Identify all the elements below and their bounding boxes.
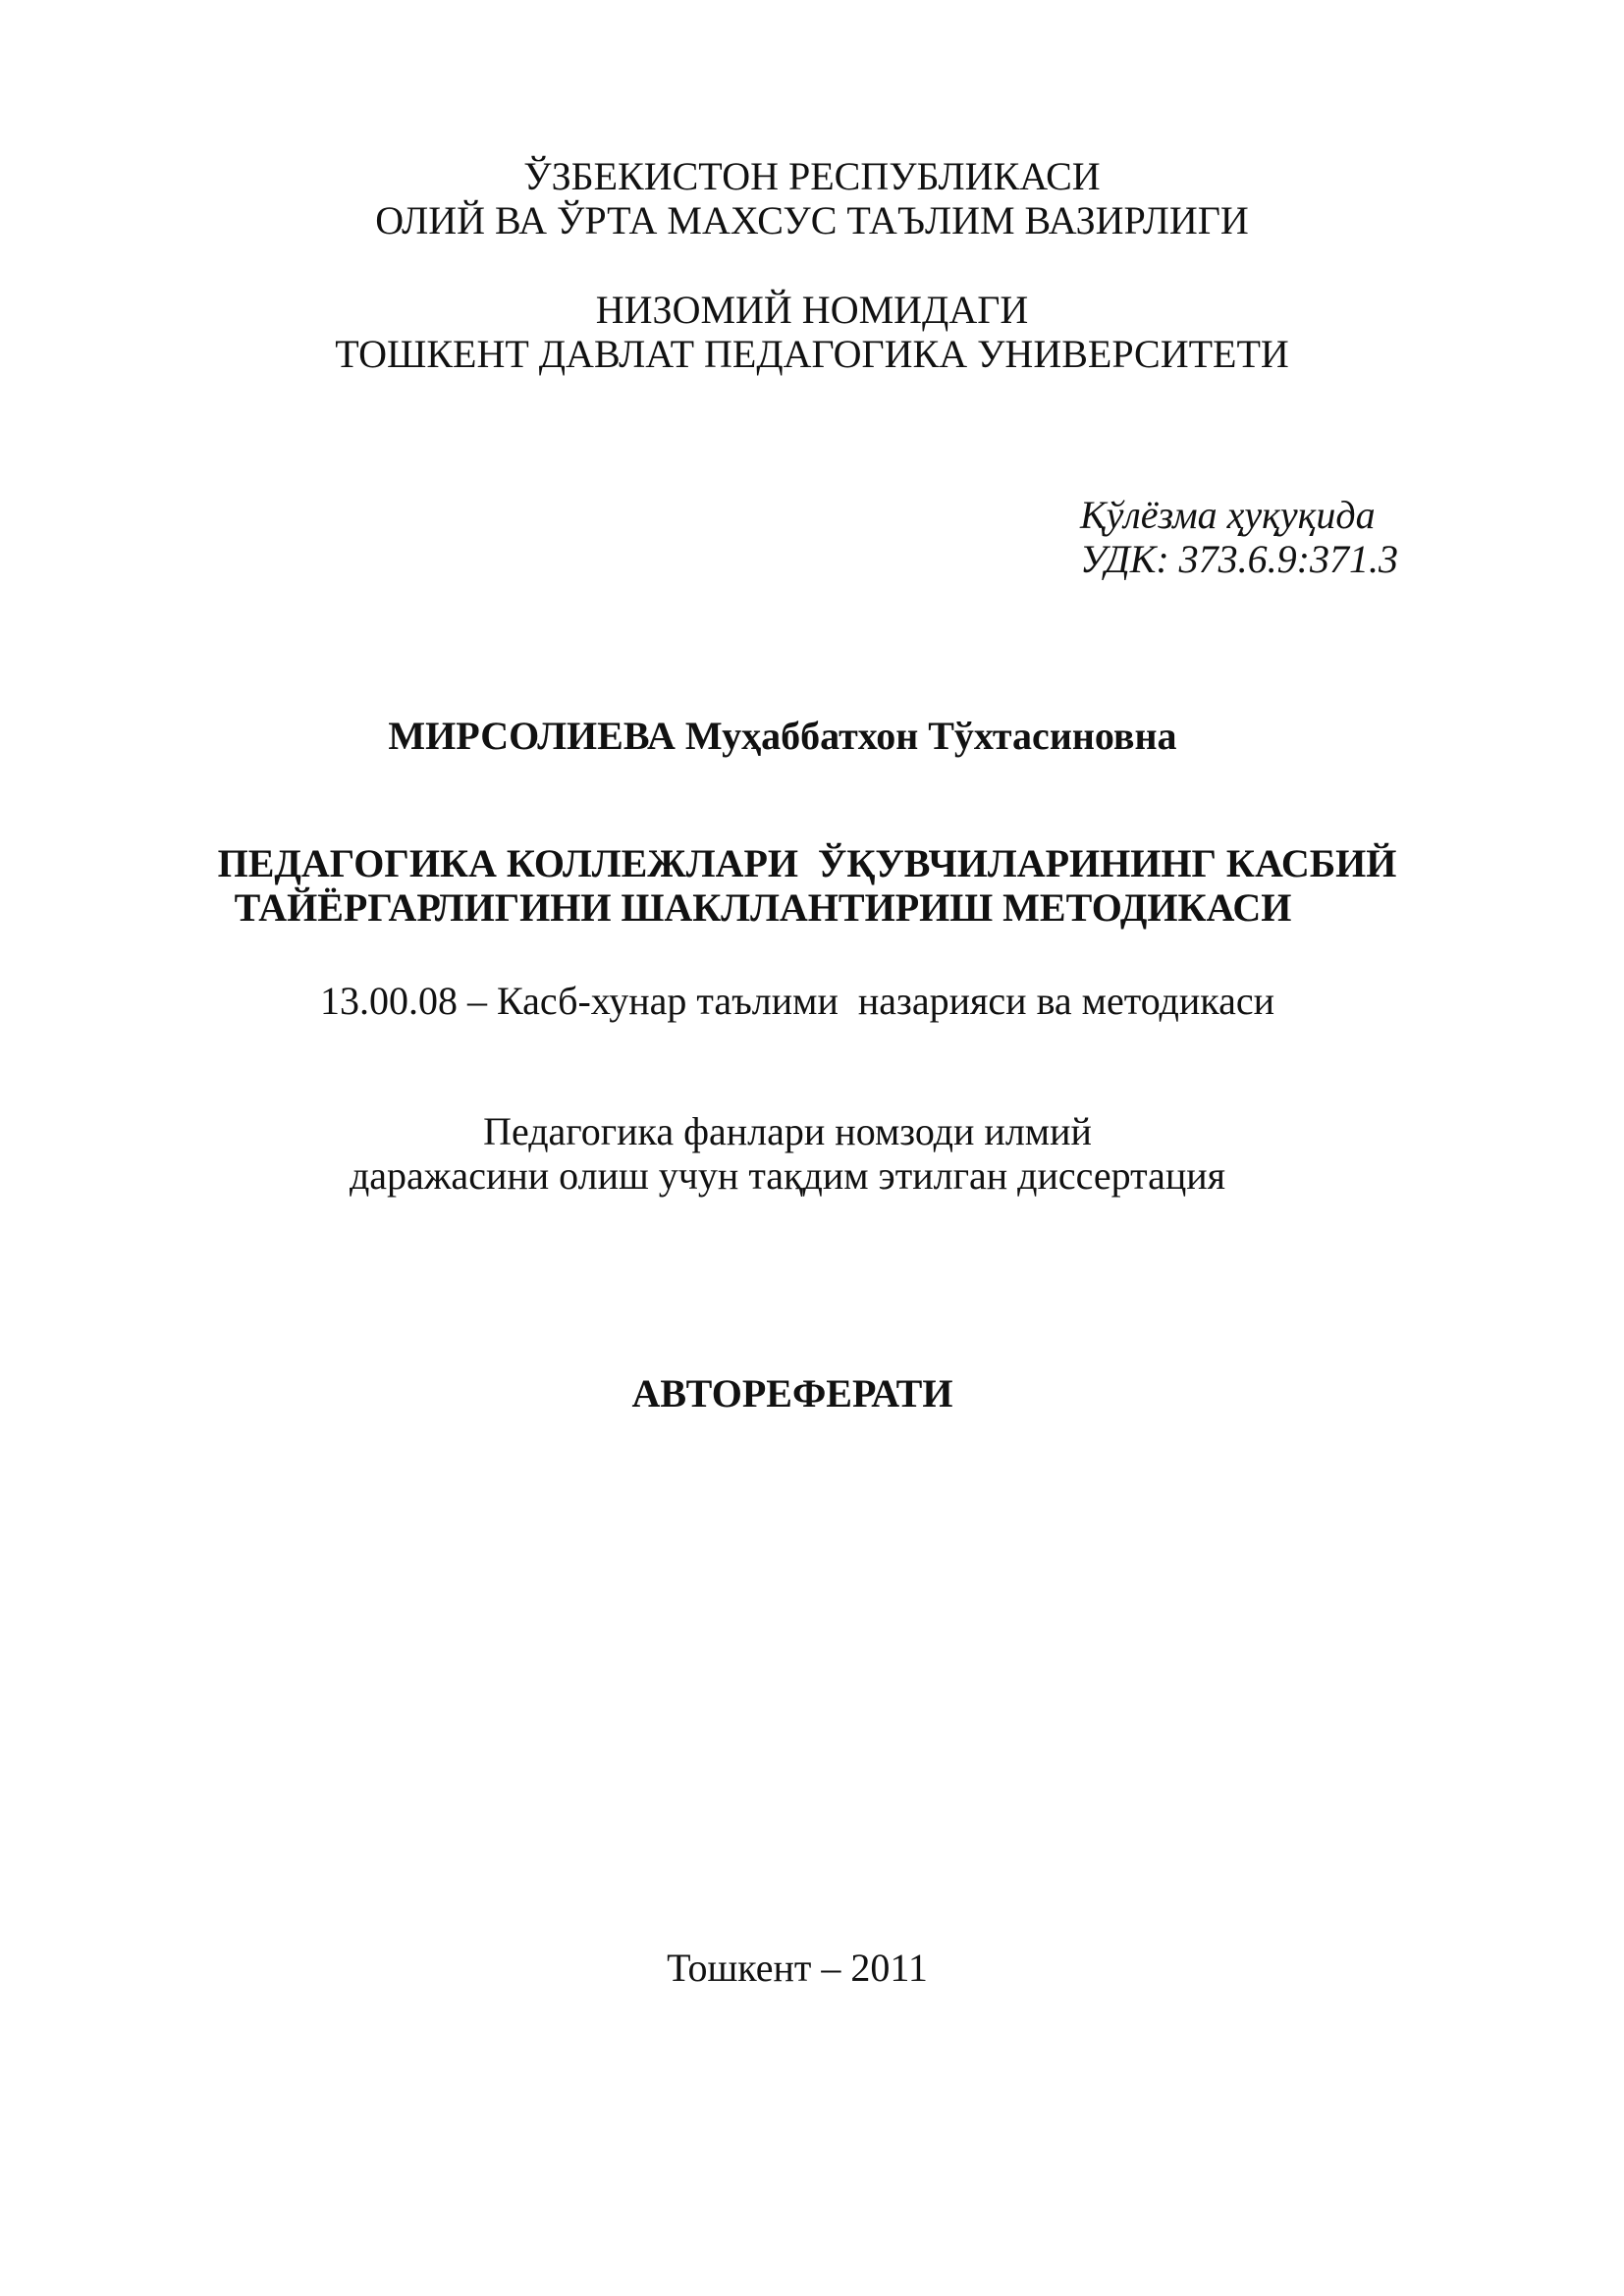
specialty-code: 13.00.08 – Касб-хунар таълими назарияси ва методикаси (319, 979, 1275, 1023)
manuscript-rights-label: Қўлёзма ҳуқуқида (1080, 493, 1376, 537)
author-surname: МИРСОЛИЕВА (388, 714, 676, 758)
named-after-heading: НИЗОМИЙ НОМИДАГИ (595, 288, 1029, 332)
degree-line1: Педагогика фанлари номзоди илмий (483, 1109, 1092, 1153)
ministry-heading: ОЛИЙ ВА ЎРТА МАХСУС ТАЪЛИМ ВАЗИРЛИГИ (375, 198, 1249, 242)
republic-heading: ЎЗБЕКИСТОН РЕСПУБЛИКАСИ (523, 154, 1101, 198)
university-heading: ТОШКЕНТ ДАВЛАТ ПЕДАГОГИКА УНИВЕРСИТЕТИ (335, 332, 1289, 376)
degree-line2: даражасини олиш учун тақдим этилган диссертация (349, 1153, 1226, 1198)
place-and-year: Тошкент – 2011 (667, 1946, 928, 1990)
document-type: АВТОРЕФЕРАТИ (631, 1371, 953, 1415)
udc-label: УДК: 373.6.9:371.3 (1080, 537, 1398, 581)
dissertation-title-line1: ПЕДАГОГИКА КОЛЛЕЖЛАРИ ЎҚУВЧИЛАРИНИНГ КАСБИЙ (217, 841, 1397, 885)
dissertation-title-line2: ТАЙЁРГАРЛИГИНИ ШАКЛЛАНТИРИШ МЕТОДИКАСИ (234, 885, 1292, 930)
author-given-names: Муҳаббатхон Тўхтасиновна (684, 714, 1177, 758)
author-name (0, 714, 1595, 758)
